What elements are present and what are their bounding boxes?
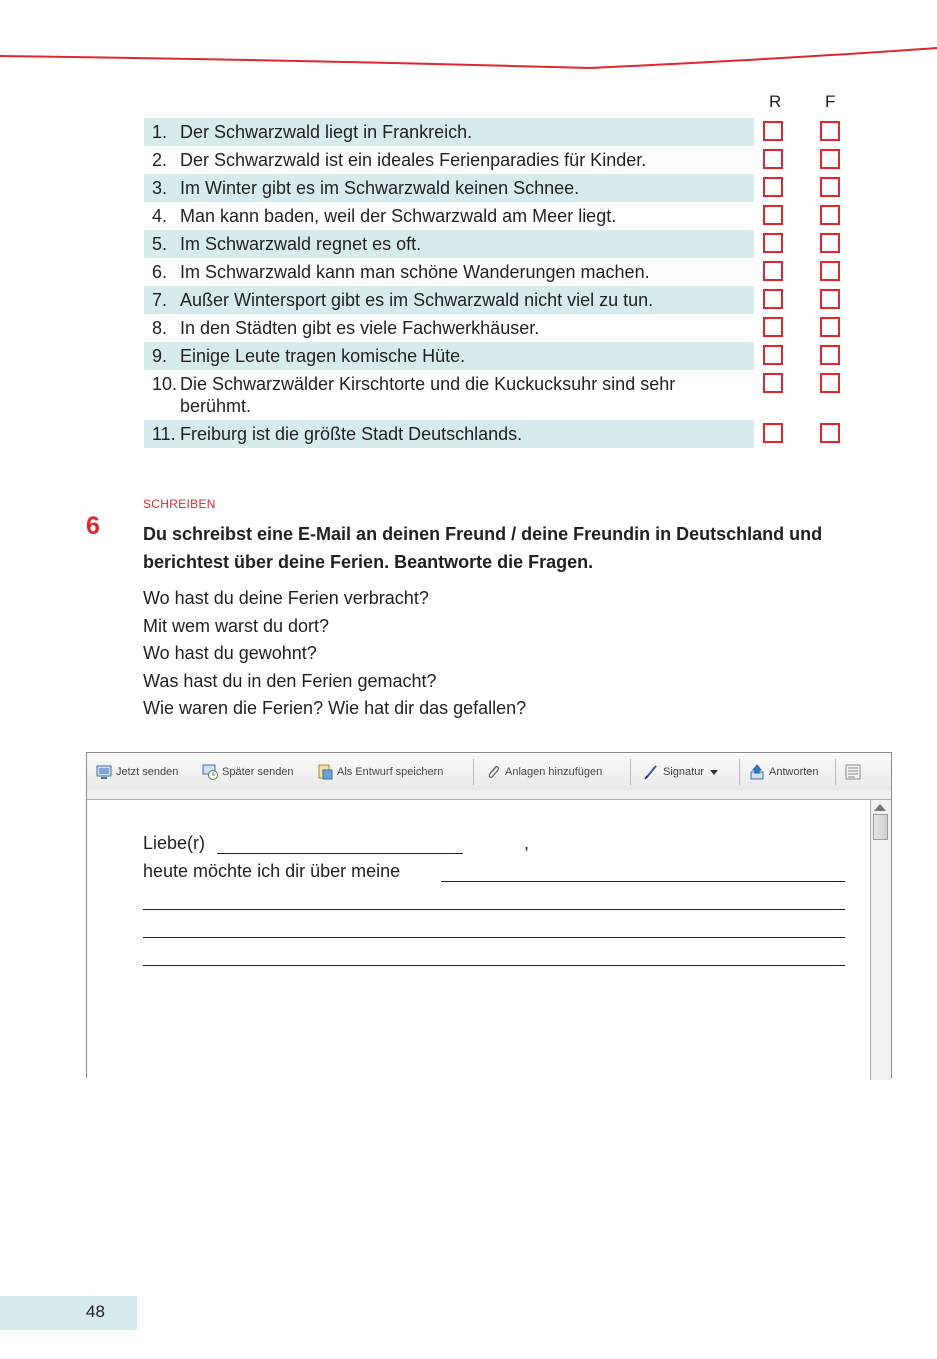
checkbox-richtig[interactable] (763, 177, 783, 197)
reply-icon (749, 764, 765, 780)
signature-label: Signatur (663, 766, 704, 778)
statement-row (144, 202, 844, 230)
statement-row (144, 174, 844, 202)
checkbox-falsch[interactable] (820, 205, 840, 225)
save-draft-button[interactable] (317, 762, 443, 782)
statement-row (144, 370, 844, 420)
send-now-label: Jetzt senden (116, 766, 179, 778)
statement-number: 3. (152, 178, 168, 198)
statement-row (144, 420, 844, 448)
greeting-comma: , (524, 833, 530, 853)
statement-number: 4. (152, 206, 168, 226)
checkbox-falsch[interactable] (820, 149, 840, 169)
email-intro-text: heute möchte ich dir über meine (143, 861, 401, 881)
checkbox-richtig[interactable] (763, 205, 783, 225)
task-instruction: Du schreibst eine E-Mail an deinen Freund / deine Freundin in Deutschland und berichtest über deine Ferien. Beantworte die Fragen. (143, 524, 823, 572)
write-line[interactable] (143, 909, 845, 910)
reply-button[interactable] (749, 762, 819, 782)
statement-text: Im Schwarzwald kann man schöne Wanderungen machen. (180, 262, 650, 282)
checkbox-falsch[interactable] (820, 345, 840, 365)
toolbar-divider (473, 759, 474, 785)
send-later-icon (202, 764, 218, 780)
statement-text: Außer Wintersport gibt es im Schwarzwald nicht viel zu tun. (180, 290, 654, 310)
statement-text: Der Schwarzwald ist ein ideales Ferienparadies für Kinder. (180, 150, 647, 170)
toolbar-divider (835, 759, 836, 785)
reply-label: Antworten (769, 766, 819, 778)
greeting-text: Liebe(r) (143, 833, 206, 853)
question-item: Wo hast du deine Ferien verbracht? (143, 588, 429, 608)
statement-row (144, 314, 844, 342)
statement-row (144, 286, 844, 314)
checkbox-falsch[interactable] (820, 177, 840, 197)
column-header-r: R (769, 92, 782, 111)
task-number: 6 (86, 512, 100, 540)
checkbox-richtig[interactable] (763, 373, 783, 393)
page-number: 48 (86, 1302, 105, 1321)
checkbox-richtig[interactable] (763, 233, 783, 253)
vertical-scrollbar[interactable] (870, 800, 891, 1080)
statements-table (144, 118, 844, 448)
chevron-down-icon (710, 770, 718, 775)
statement-number: 7. (152, 290, 168, 310)
statement-text: Die Schwarzwälder Kirschtorte und die Kuckucksuhr sind sehr (180, 374, 676, 394)
checkbox-richtig[interactable] (763, 423, 783, 443)
scroll-up-icon[interactable] (874, 804, 886, 811)
checkbox-falsch[interactable] (820, 373, 840, 393)
write-line[interactable] (143, 965, 845, 966)
statement-text: Man kann baden, weil der Schwarzwald am Meer liegt. (180, 206, 617, 226)
statement-row (144, 342, 844, 370)
question-list (143, 585, 526, 723)
column-header-f: F (825, 92, 836, 111)
send-later-button[interactable] (202, 762, 294, 782)
send-later-label: Später senden (222, 766, 294, 778)
statement-number: 10. (152, 374, 178, 394)
checkbox-falsch[interactable] (820, 121, 840, 141)
name-blank-line[interactable] (217, 853, 463, 854)
question-item: Wo hast du gewohnt? (143, 643, 317, 663)
checkbox-richtig[interactable] (763, 345, 783, 365)
checkbox-falsch[interactable] (820, 317, 840, 337)
page-number-band (0, 1296, 137, 1330)
statement-text: In den Städten gibt es viele Fachwerkhäuser. (180, 318, 540, 338)
statement-number: 9. (152, 346, 168, 366)
write-line[interactable] (441, 881, 845, 882)
more-options-button[interactable] (845, 762, 865, 782)
add-attachment-button[interactable] (485, 762, 602, 782)
statement-row (144, 146, 844, 174)
checkbox-richtig[interactable] (763, 149, 783, 169)
statement-row (144, 118, 844, 146)
save-draft-label: Als Entwurf speichern (337, 766, 444, 778)
send-now-icon (96, 764, 112, 780)
statement-text: Der Schwarzwald liegt in Frankreich. (180, 122, 473, 142)
save-draft-icon (317, 764, 333, 780)
email-window (86, 752, 892, 1078)
statement-number: 2. (152, 150, 168, 170)
section-label: SCHREIBEN (143, 497, 216, 511)
statement-number: 1. (152, 122, 168, 142)
signature-button[interactable] (643, 762, 718, 782)
paperclip-icon (485, 764, 501, 780)
checkbox-richtig[interactable] (763, 121, 783, 141)
question-item: Mit wem warst du dort? (143, 615, 330, 636)
toolbar-divider (630, 759, 631, 785)
write-line[interactable] (143, 937, 845, 938)
statement-row (144, 230, 844, 258)
checkbox-richtig[interactable] (763, 317, 783, 337)
statement-number: 5. (152, 234, 168, 254)
pen-icon (643, 764, 659, 780)
checkbox-richtig[interactable] (763, 261, 783, 281)
checkbox-falsch[interactable] (820, 233, 840, 253)
statement-number: 11. (152, 424, 176, 444)
question-item: Wie waren die Ferien? Wie hat dir das gefallen? (143, 698, 527, 718)
statement-text: Freiburg ist die größte Stadt Deutschlands. (180, 424, 523, 444)
statement-text: Einige Leute tragen komische Hüte. (180, 346, 466, 366)
checkbox-falsch[interactable] (820, 261, 840, 281)
add-attachment-label: Anlagen hinzufügen (505, 766, 603, 778)
statement-number: 6. (152, 262, 168, 282)
checkbox-richtig[interactable] (763, 289, 783, 309)
scroll-thumb[interactable] (873, 814, 888, 840)
question-item: Was hast du in den Ferien gemacht? (143, 670, 437, 691)
statement-number: 8. (152, 318, 168, 338)
list-icon (845, 764, 861, 780)
statement-text: Im Schwarzwald regnet es oft. (180, 234, 422, 254)
statement-text-continued: berühmt. (180, 396, 252, 416)
toolbar-band (87, 790, 891, 800)
statement-row (144, 258, 844, 286)
statement-text: Im Winter gibt es im Schwarzwald keinen Schnee. (180, 178, 580, 198)
send-now-button[interactable] (96, 762, 178, 782)
toolbar-divider (739, 759, 740, 785)
checkbox-falsch[interactable] (820, 423, 840, 443)
checkbox-falsch[interactable] (820, 289, 840, 309)
top-decorative-line (0, 0, 937, 80)
email-toolbar (87, 753, 891, 791)
